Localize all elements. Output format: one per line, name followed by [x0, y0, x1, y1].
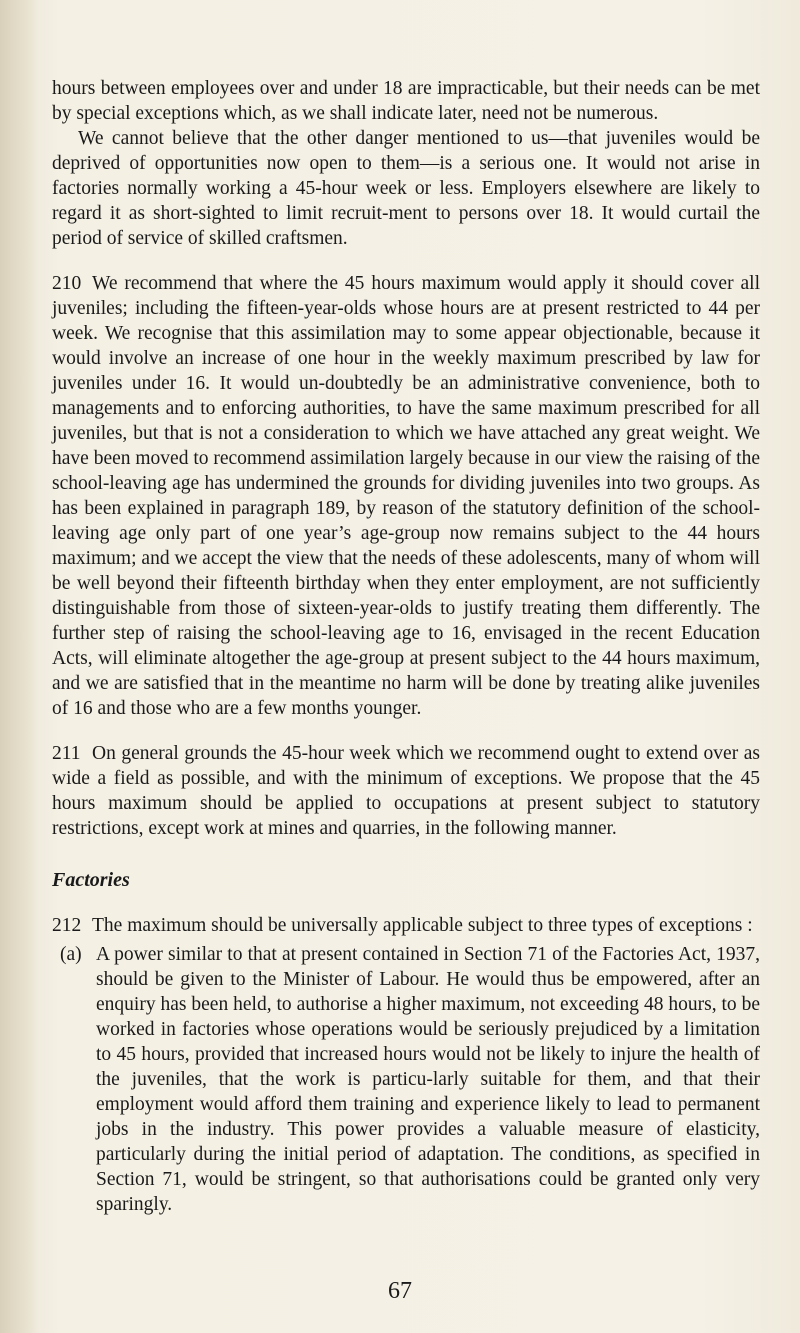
paragraph-211-text: On general grounds the 45-hour week which we recommend ought to extend over as wide a field as possible, and with the minimum of exceptions. We propose that the 45 hours maximum should be applied to occupations at present subject to statutory restrictions, except work at mines and quarries, in the following manner. — [52, 743, 760, 839]
document-body — [52, 76, 760, 1217]
paragraph-212 — [52, 913, 760, 938]
list-item-a-text: A power similar to that at present contained in Section 71 of the Factories Act, 1937, should be given to the Minister of Labour. He would thus be empowered, after an enquiry has been held, to authorise a higher maximum, not exceeding 48 hours, to be worked in factories whose operations would be seriously prejudiced by a limitation to 45 hours, provided that increased hours would not be likely to injure the health of the juveniles, that the work is particu-larly suitable for them, and that their employment would afford them training and experience likely to lead to permanent jobs in the industry. This power provides a valuable measure of elasticity, particularly during the initial period of adaptation. The conditions, as specified in Section 71, would be stringent, so that authorisations could be granted only very sparingly. — [96, 944, 760, 1215]
list-item-a-label: (a) — [60, 944, 82, 965]
paragraph-210 — [52, 271, 760, 721]
spacer — [52, 893, 760, 913]
paragraph-number-210: 210 — [52, 273, 82, 294]
spacer — [52, 251, 760, 271]
paragraph-211 — [52, 741, 760, 841]
paragraph-intro-second: We cannot believe that the other danger mentioned to us—that juveniles would be deprived of opportunities now open to them—is a serious one. It would not arise in factories normally working a 45-hour week or less. Employers elsewhere are likely to regard it as short-sighted to limit recruit-ment to persons over 18. It would curtail the period of service of skilled craftsmen. — [52, 128, 760, 249]
spacer — [52, 721, 760, 741]
list-item-a — [52, 942, 760, 1217]
page-number: 67 — [388, 1278, 412, 1304]
paragraph-number-212: 212 — [52, 915, 82, 936]
section-heading-factories: Factories — [52, 869, 130, 891]
paragraph-intro-continuation: hours between employees over and under 18 are impracticable, but their needs can be met by special exceptions which, as we shall indicate later, need not be numerous. — [52, 78, 760, 124]
paragraph-number-211: 211 — [52, 743, 81, 764]
paragraph-210-text: We recommend that where the 45 hours maximum would apply it should cover all juveniles; including the fifteen-year-olds whose hours are at present restricted to 44 per week. We recognise that this assimilation may to some appear objectionable, because it would involve an increase of one hour in the weekly maximum prescribed by law for juveniles under 16. It would un-doubtedly be an administrative convenience, both to managements and to enforcing authorities, to have the same maximum prescribed for all juveniles, but that is not a consideration to which we have attached any great weight. We have been moved to recommend assimilation largely because in our view the raising of the school-leaving age has undermined the grounds for dividing juveniles into two groups. As has been explained in paragraph 189, by reason of the statutory definition of the school-leaving age only part of one year’s age-group now remains subject to the 44 hours maximum; and we accept the view that the needs of these adolescents, many of whom will be well beyond their fifteenth birthday when they enter employment, are not sufficiently distinguishable from those of sixteen-year-olds to justify treating them differently. The further step of raising the school-leaving age to 16, envisaged in the recent Education Acts, will eliminate altogether the age-group at present subject to the 44 hours maximum, and we are satisfied that in the meantime no harm will be done by treating alike juveniles of 16 and those who are a few months younger. — [52, 273, 760, 719]
page-edge-shadow — [0, 0, 38, 1333]
paragraph-212-text: The maximum should be universally applicable subject to three types of exceptions : — [92, 915, 753, 936]
spacer — [52, 841, 760, 868]
